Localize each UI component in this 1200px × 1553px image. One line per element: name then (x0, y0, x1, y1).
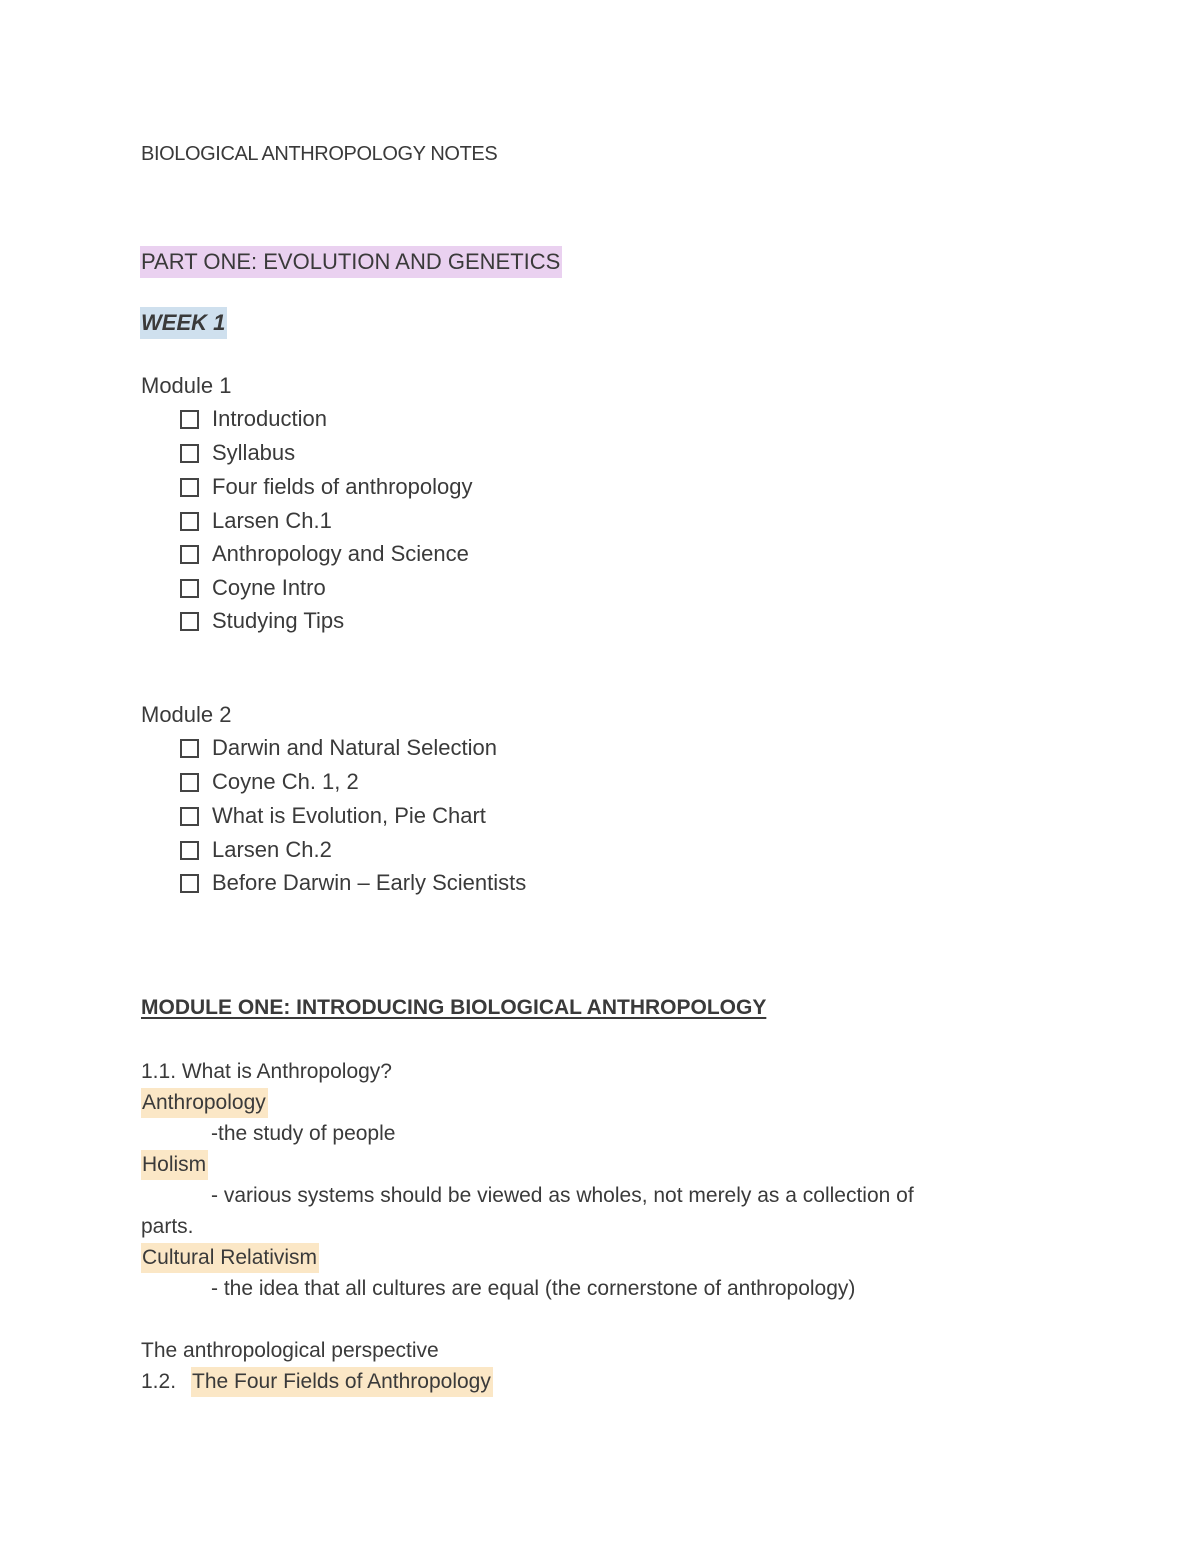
checkbox-icon[interactable] (180, 841, 199, 860)
module-2-item[interactable] (180, 838, 332, 862)
checklist-item-label: Coyne Intro (212, 575, 326, 600)
term-label: Anthropology (141, 1088, 268, 1118)
term-definition: - the idea that all cultures are equal (the cornerstone of anthropology) (211, 1277, 856, 1300)
checklist-item-label: Introduction (212, 406, 327, 431)
checkbox-icon[interactable] (180, 579, 199, 598)
document-title: BIOLOGICAL ANTHROPOLOGY NOTES (141, 143, 498, 165)
term-definition-continuation: parts. (141, 1215, 194, 1238)
checkbox-icon[interactable] (180, 874, 199, 893)
part-heading-text: PART ONE: EVOLUTION AND GENETICS (140, 246, 562, 278)
module-1-item[interactable] (180, 407, 327, 431)
checklist-item-label: What is Evolution, Pie Chart (212, 803, 486, 828)
checkbox-icon[interactable] (180, 410, 199, 429)
module-1-item[interactable] (180, 441, 295, 465)
term-cultural-relativism (141, 1247, 319, 1268)
module-2-item[interactable] (180, 871, 526, 895)
checklist-item-label: Anthropology and Science (212, 541, 469, 566)
module-2-item[interactable] (180, 804, 486, 828)
part-heading (140, 251, 562, 273)
checkbox-icon[interactable] (180, 612, 199, 631)
subsection-title: The Four Fields of Anthropology (191, 1367, 493, 1397)
module-2-item[interactable] (180, 770, 359, 794)
week-heading-text: WEEK 1 (140, 307, 227, 339)
checklist-item-label: Larsen Ch.1 (212, 508, 332, 533)
module-1-item[interactable] (180, 509, 332, 533)
week-heading (140, 312, 227, 334)
term-anthropology (141, 1092, 268, 1113)
subsection-question: 1.1. What is Anthropology? (141, 1060, 392, 1083)
checklist-item-label: Studying Tips (212, 608, 345, 633)
section-heading: MODULE ONE: INTRODUCING BIOLOGICAL ANTHROPOLOGY (141, 996, 767, 1019)
checkbox-icon[interactable] (180, 545, 199, 564)
checkbox-icon[interactable] (180, 478, 199, 497)
module-1-item[interactable] (180, 475, 473, 499)
module-1-item[interactable] (180, 609, 344, 633)
module-2-item[interactable] (180, 736, 497, 760)
checklist-item-label: Before Darwin – Early Scientists (212, 870, 527, 895)
checklist-item-label: Four fields of anthropology (212, 474, 473, 499)
checklist-item-label: Coyne Ch. 1, 2 (212, 769, 359, 794)
subsection-four-fields (141, 1371, 493, 1392)
checkbox-icon[interactable] (180, 444, 199, 463)
term-definition: -the study of people (211, 1122, 396, 1145)
module-1-item[interactable] (180, 576, 326, 600)
checkbox-icon[interactable] (180, 807, 199, 826)
checkbox-icon[interactable] (180, 773, 199, 792)
term-holism (141, 1154, 208, 1175)
term-label: Holism (141, 1150, 208, 1180)
module-1-label: Module 1 (141, 373, 232, 398)
term-definition: - various systems should be viewed as wholes, not merely as a collection of (211, 1184, 914, 1207)
module-2-label: Module 2 (141, 702, 232, 727)
checklist-item-label: Darwin and Natural Selection (212, 735, 497, 760)
checklist-item-label: Larsen Ch.2 (212, 837, 332, 862)
checkbox-icon[interactable] (180, 512, 199, 531)
checklist-item-label: Syllabus (212, 440, 296, 465)
term-label: Cultural Relativism (141, 1243, 319, 1273)
module-1-item[interactable] (180, 542, 469, 566)
perspective-line: The anthropological perspective (141, 1339, 439, 1362)
subsection-number: 1.2. (141, 1370, 177, 1393)
checkbox-icon[interactable] (180, 739, 199, 758)
